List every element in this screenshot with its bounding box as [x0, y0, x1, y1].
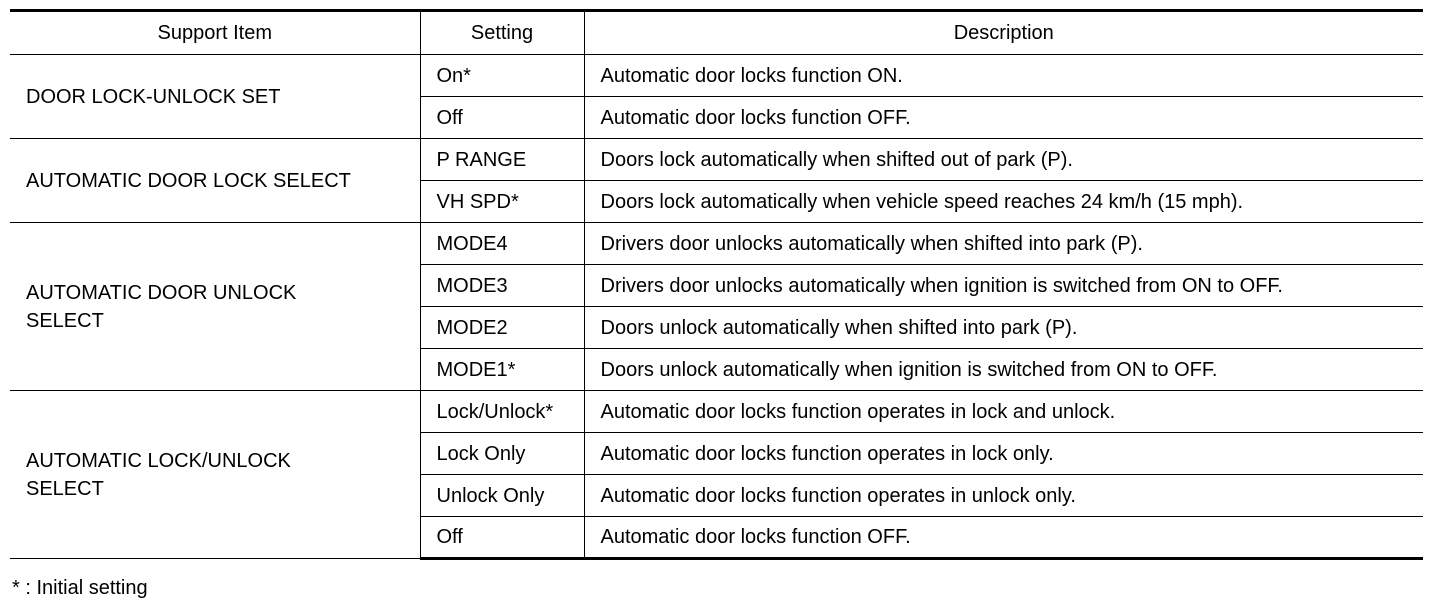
- setting-cell: Off: [420, 517, 584, 559]
- support-item-label: AUTOMATIC LOCK/UNLOCK SELECT: [26, 449, 291, 500]
- setting-cell: P RANGE: [420, 139, 584, 181]
- initial-setting-footnote: * : Initial setting: [12, 577, 148, 599]
- support-item-label: AUTOMATIC DOOR UNLOCK SELECT: [26, 281, 297, 332]
- setting-cell: MODE3: [420, 265, 584, 307]
- setting-cell: Lock/Unlock*: [420, 391, 584, 433]
- setting-cell: On*: [420, 55, 584, 97]
- description-cell: Automatic door locks function operates in lock and unlock.: [584, 391, 1423, 433]
- description-cell: Doors unlock automatically when shifted into park (P).: [584, 307, 1423, 349]
- column-header-description: Description: [584, 11, 1423, 55]
- description-cell: Drivers door unlocks automatically when ignition is switched from ON to OFF.: [584, 265, 1423, 307]
- support-item-table: [10, 9, 1423, 560]
- support-item-cell: [10, 391, 420, 559]
- table-row: [10, 391, 1423, 433]
- table-row: [10, 139, 1423, 181]
- table-row: [10, 223, 1423, 265]
- description-cell: Automatic door locks function operates in lock only.: [584, 433, 1423, 475]
- setting-cell: MODE4: [420, 223, 584, 265]
- column-header-setting: Setting: [420, 11, 584, 55]
- support-item-label: DOOR LOCK-UNLOCK SET: [26, 85, 281, 108]
- column-header-support-item: Support Item: [10, 11, 420, 55]
- table-header-row: [10, 11, 1423, 55]
- description-cell: Automatic door locks function OFF.: [584, 97, 1423, 139]
- table-row: [10, 55, 1423, 97]
- support-item-cell: [10, 55, 420, 139]
- support-item-label: AUTOMATIC DOOR LOCK SELECT: [26, 169, 351, 192]
- description-cell: Doors unlock automatically when ignition is switched from ON to OFF.: [584, 349, 1423, 391]
- support-item-cell: [10, 139, 420, 223]
- setting-cell: Unlock Only: [420, 475, 584, 517]
- description-cell: Doors lock automatically when vehicle speed reaches 24 km/h (15 mph).: [584, 181, 1423, 223]
- setting-cell: MODE2: [420, 307, 584, 349]
- setting-cell: VH SPD*: [420, 181, 584, 223]
- setting-cell: Lock Only: [420, 433, 584, 475]
- description-cell: Automatic door locks function ON.: [584, 55, 1423, 97]
- description-cell: Automatic door locks function OFF.: [584, 517, 1423, 559]
- support-item-cell: [10, 223, 420, 391]
- description-cell: Automatic door locks function operates in unlock only.: [584, 475, 1423, 517]
- description-cell: Drivers door unlocks automatically when shifted into park (P).: [584, 223, 1423, 265]
- description-cell: Doors lock automatically when shifted out of park (P).: [584, 139, 1423, 181]
- setting-cell: Off: [420, 97, 584, 139]
- setting-cell: MODE1*: [420, 349, 584, 391]
